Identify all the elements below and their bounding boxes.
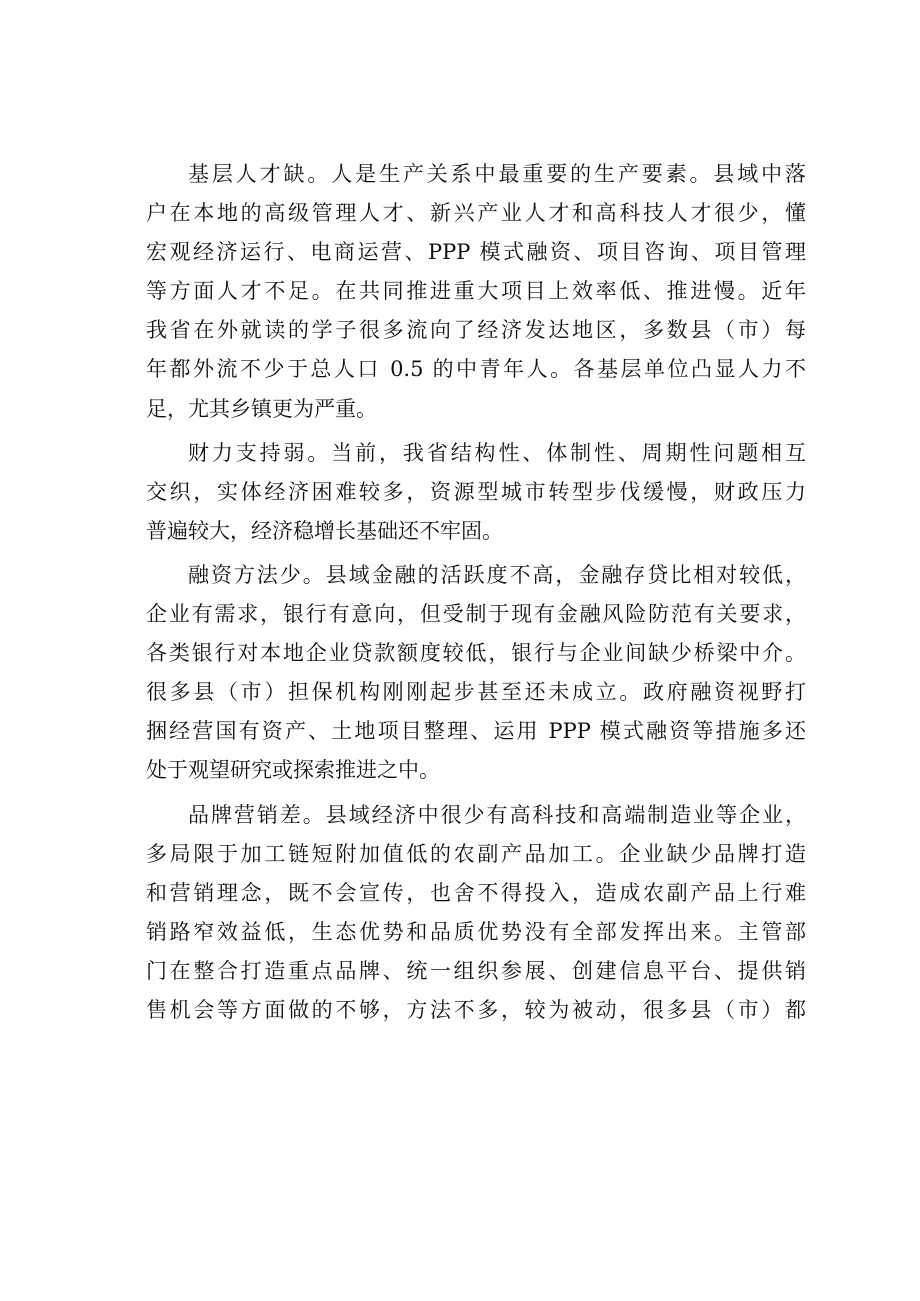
text-line: 品牌营销差。县域经济中很少有高科技和高端制造业等企业， [188, 802, 806, 827]
text-line: 很多县（市）担保机构刚刚起步甚至还未成立。政府融资视野打 [146, 680, 806, 705]
text-line: 交织，实体经济困难较多，资源型城市转型步伐缓慢，财政压力 [146, 479, 806, 504]
paragraph-brand-marketing [146, 796, 806, 1031]
text-line: 年都外流不少于总人口 0.5 的中青年人。各基层单位凸显人力不 [146, 357, 806, 382]
paragraph-financing-methods [146, 556, 806, 791]
text-line: 等方面人才不足。在共同推进重大项目上效率低、推进慢。近年 [146, 279, 806, 304]
text-line: 门在整合打造重点品牌、统一组织参展、创建信息平台、提供销 [146, 958, 806, 983]
text-line: 基层人才缺。人是生产关系中最重要的生产要素。县域中落 [188, 162, 806, 186]
text-line: 企业有需求，银行有意向，但受制于现有金融风险防范有关要求， [146, 602, 806, 627]
text-line: 财力支持弱。当前，我省结构性、体制性、周期性问题相互 [188, 440, 806, 465]
text-line: 融资方法少。县域金融的活跃度不高，金融存贷比相对较低， [188, 562, 806, 587]
text-line: 多局限于加工链短附加值低的农副产品加工。企业缺少品牌打造 [146, 841, 806, 866]
text-line: 和营销理念，既不会宣传，也舍不得投入，造成农副产品上行难 [146, 880, 806, 905]
text-line: 户在本地的高级管理人才、新兴产业人才和高科技人才很少，懂 [146, 201, 806, 226]
paragraph-talent-shortage [146, 155, 806, 429]
document-body [146, 155, 806, 1035]
text-line: 足，尤其乡镇更为严重。 [146, 396, 377, 421]
text-line: 我省在外就读的学子很多流向了经济发达地区，多数县（市）每 [146, 318, 806, 343]
text-line: 售机会等方面做的不够，方法不多，较为被动，很多县（市）都 [146, 997, 806, 1022]
text-line: 宏观经济运行、电商运营、PPP 模式融资、项目咨询、项目管理 [146, 240, 806, 265]
text-line: 处于观望研究或探索推进之中。 [146, 758, 440, 783]
text-line: 捆经营国有资产、土地项目整理、运用 PPP 模式融资等措施多还 [146, 719, 806, 744]
text-line: 销路窄效益低，生态优势和品质优势没有全部发挥出来。主管部 [146, 919, 806, 944]
paragraph-financial-support [146, 434, 806, 551]
text-line: 各类银行对本地企业贷款额度较低，银行与企业间缺少桥梁中介。 [146, 641, 806, 666]
text-line: 普遍较大，经济稳增长基础还不牢固。 [146, 518, 503, 543]
